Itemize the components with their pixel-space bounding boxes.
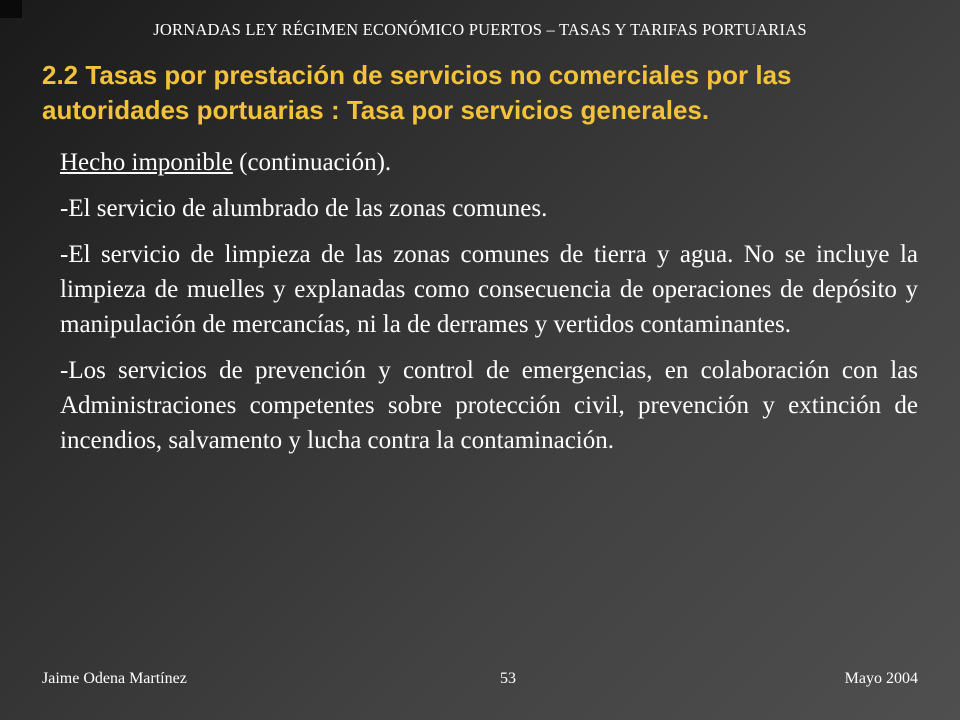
footer-date: Mayo 2004 — [844, 670, 918, 687]
slide-title: 2.2 Tasas por prestación de servicios no comerciales por las autoridades portuarias : Tasa por servicios generales. — [42, 60, 792, 125]
subheading — [60, 145, 918, 180]
list-item: -El servicio de alumbrado de las zonas comunes. — [60, 195, 548, 222]
slide-header: JORNADAS LEY RÉGIMEN ECONÓMICO PUERTOS – TASAS Y TARIFAS PORTUARIAS — [153, 20, 807, 39]
slide-content — [60, 145, 918, 469]
footer-page-number: 53 — [500, 670, 516, 687]
list-item: -Los servicios de prevención y control de emergencias, en colaboración con las Administraciones competentes sobre protección civil, prevención y extinción de incendios, salvamento y lucha contra la contaminación. — [60, 357, 918, 454]
subheading-underlined: Hecho imponible — [60, 149, 233, 176]
corner-mark — [0, 0, 22, 18]
list-item: -El servicio de limpieza de las zonas comunes de tierra y agua. No se incluye la limpieza de muelles y explanadas como consecuencia de operaciones de depósito y manipulación de mercancías, ni la de derrames y vertidos contaminantes. — [60, 241, 918, 338]
subheading-rest: (continuación). — [232, 149, 392, 176]
footer-author: Jaime Odena Martínez — [42, 670, 187, 687]
